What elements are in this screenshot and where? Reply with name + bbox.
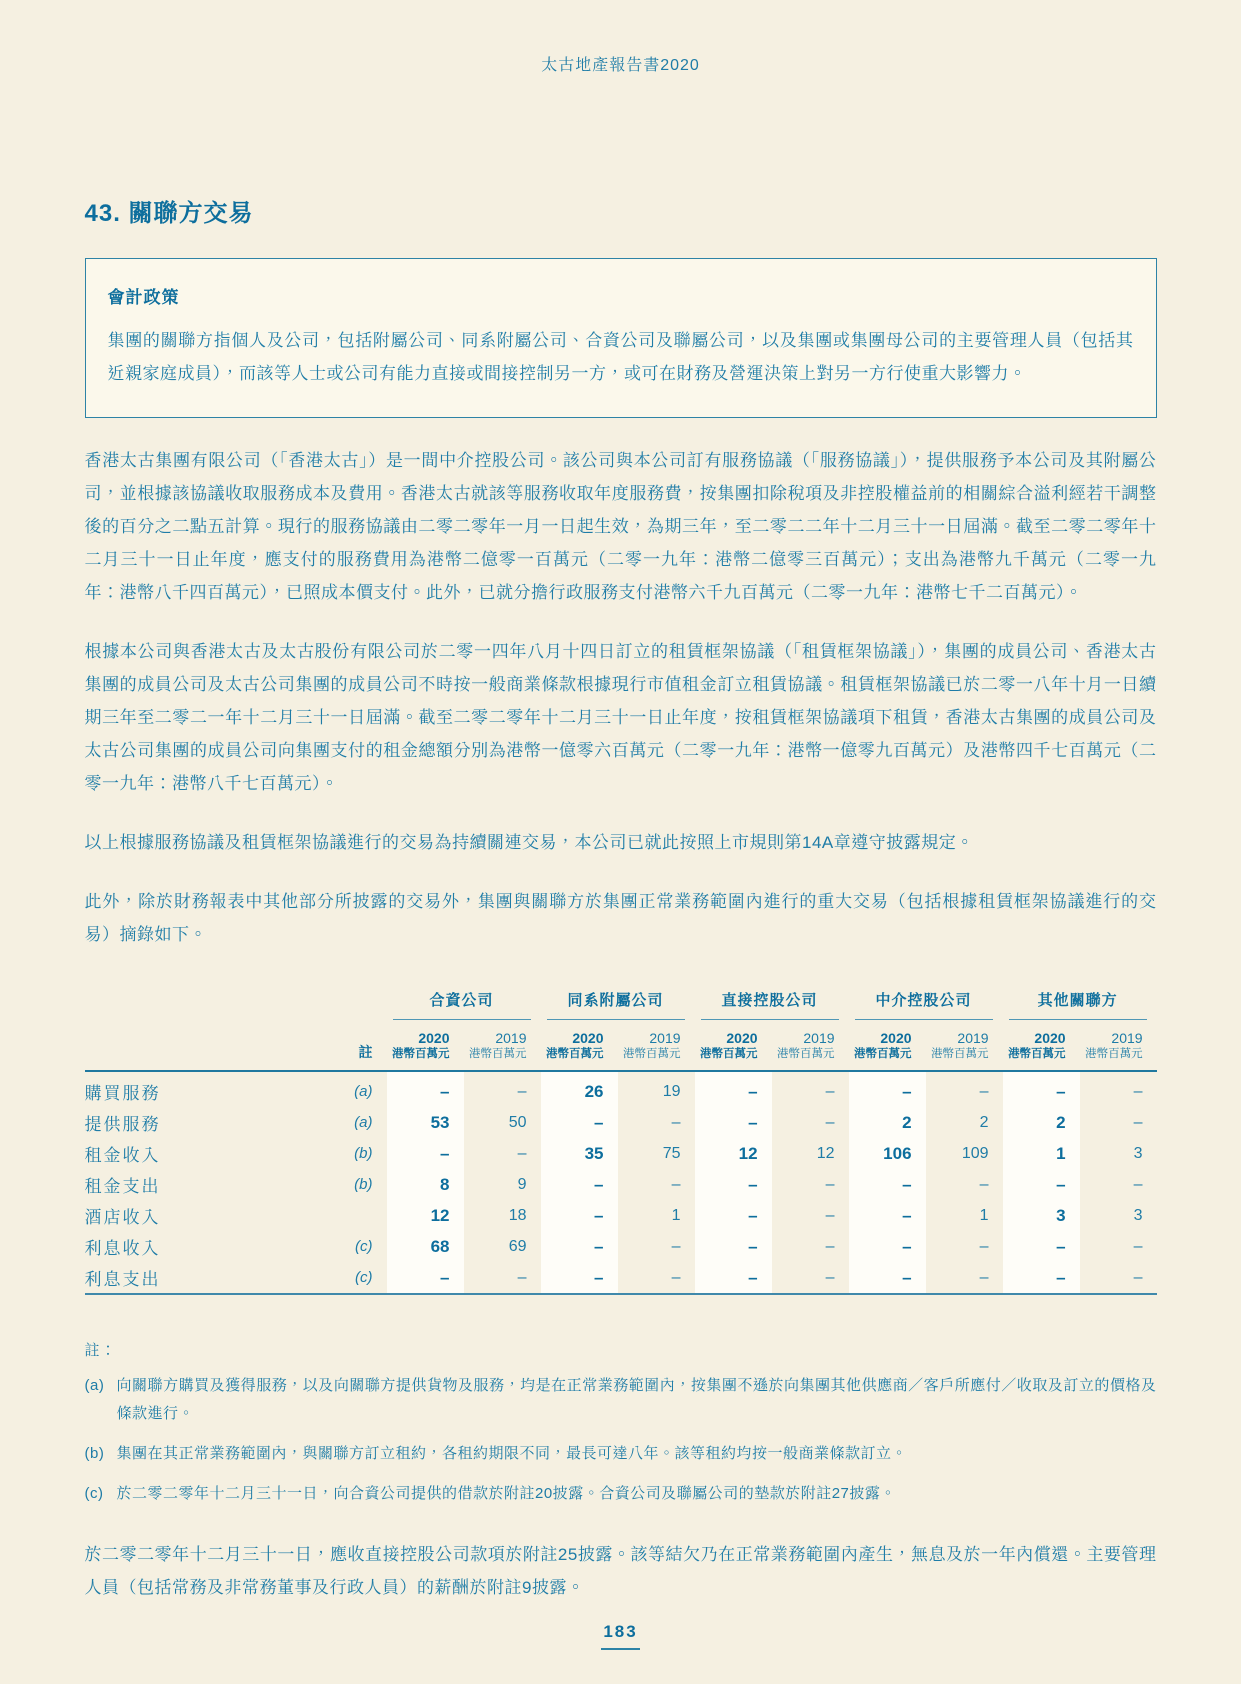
related-party-transactions-table — [85, 989, 1157, 1295]
year-header-spacer — [85, 1020, 337, 1071]
table-row — [85, 1231, 1157, 1262]
value-cell: – — [849, 1231, 926, 1262]
value-cell: – — [695, 1169, 772, 1200]
row-note — [337, 1200, 387, 1231]
value-cell: 69 — [508, 1237, 527, 1255]
group-header-cell — [849, 989, 1003, 1020]
row-label: 購買服務 — [84, 1084, 161, 1103]
value-cell: – — [849, 1169, 926, 1200]
note-text: 集團在其正常業務範圍內，與關聯方訂立租約，各租約期限不同，最長可達八年。該等租約均按一般商業條款訂立。 — [116, 1445, 908, 1462]
value-cell: – — [541, 1231, 618, 1262]
year-header-cell — [849, 1020, 926, 1071]
value-cell: – — [671, 1237, 681, 1255]
row-label: 租金收入 — [84, 1146, 161, 1165]
report-header: 太古地產報告書2020 — [541, 57, 700, 74]
unit-label: 港幣百萬元 — [546, 1048, 604, 1060]
value-cell: – — [387, 1262, 464, 1294]
group-header-cell — [695, 989, 849, 1020]
value-cell: 2 — [979, 1113, 989, 1131]
value-cell: 3 — [1133, 1144, 1143, 1162]
year-label: 2019 — [649, 1030, 681, 1046]
value-cell: – — [695, 1231, 772, 1262]
year-label: 2020 — [572, 1030, 604, 1046]
value-cell: – — [541, 1169, 618, 1200]
year-header-cell — [387, 1020, 464, 1071]
value-cell: – — [825, 1175, 835, 1193]
group-header-label: 其他關聯方 — [1009, 989, 1147, 1020]
note-marker: (a) — [84, 1377, 105, 1394]
row-note: (b) — [354, 1145, 373, 1162]
row-note: (b) — [354, 1176, 373, 1193]
value-cell: – — [1080, 1262, 1157, 1294]
value-cell: – — [926, 1262, 1003, 1294]
value-cell: – — [1003, 1071, 1080, 1107]
table-row — [85, 1138, 1157, 1169]
value-cell: – — [825, 1237, 835, 1255]
group-header-label: 合資公司 — [393, 989, 531, 1020]
year-header-cell — [772, 1020, 849, 1071]
value-cell: – — [517, 1144, 527, 1162]
value-cell: 35 — [541, 1138, 618, 1169]
note-text: 向關聯方購買及獲得服務，以及向關聯方提供貨物及服務，均是在正常業務範圍內，按集團不遜於向集團其他供應商／客戶所應付／收取及訂立的價格及條款進行。 — [116, 1377, 1157, 1422]
value-cell: – — [1133, 1175, 1143, 1193]
year-header-cell — [1080, 1020, 1157, 1071]
value-cell: 1 — [671, 1206, 681, 1224]
note-item — [85, 1480, 1157, 1508]
table-row — [85, 1169, 1157, 1200]
value-cell: – — [618, 1262, 695, 1294]
value-cell: – — [825, 1082, 835, 1100]
value-cell: 12 — [387, 1200, 464, 1231]
section-title: 43. 關聯方交易 — [84, 200, 254, 227]
transactions-table-body — [85, 1071, 1157, 1294]
note-marker: (b) — [84, 1445, 105, 1462]
value-cell: 9 — [517, 1175, 527, 1193]
value-cell: – — [1003, 1169, 1080, 1200]
value-cell: – — [1003, 1262, 1080, 1294]
value-cell: 50 — [508, 1113, 527, 1131]
table-row — [85, 1200, 1157, 1231]
value-cell: – — [1133, 1237, 1143, 1255]
year-header-cell — [541, 1020, 618, 1071]
notes-title: 註： — [84, 1342, 117, 1359]
value-cell: – — [1003, 1231, 1080, 1262]
note-text: 於二零二零年十二月三十一日，向合資公司提供的借款於附註20披露。合資公司及聯屬公司的墊款於附註27披露。 — [116, 1485, 896, 1502]
value-cell: – — [1133, 1082, 1143, 1100]
year-header-cell — [926, 1020, 1003, 1071]
value-cell: 19 — [662, 1082, 681, 1100]
value-cell: – — [979, 1175, 989, 1193]
group-header-cell — [541, 989, 695, 1020]
closing-paragraph: 於二零二零年十二月三十一日，應收直接控股公司款項於附註25披露。該等結欠乃在正常業務範圍內產生，無息及於一年內償還。主要管理人員（包括常務及非常務董事及行政人員）的薪酬於附註9披露。 — [84, 1545, 1157, 1597]
unit-label: 港幣百萬元 — [931, 1048, 989, 1060]
page-footer — [0, 1622, 1241, 1650]
page-number: 183 — [601, 1622, 639, 1650]
table-header — [85, 989, 1157, 1071]
value-cell: 12 — [695, 1138, 772, 1169]
value-cell: 109 — [961, 1144, 989, 1162]
unit-label: 港幣百萬元 — [623, 1048, 681, 1060]
year-label: 2019 — [803, 1030, 835, 1046]
row-note: (a) — [354, 1083, 373, 1100]
row-label: 利息收入 — [84, 1239, 161, 1258]
year-label: 2020 — [726, 1030, 758, 1046]
value-cell: – — [671, 1175, 681, 1193]
row-label: 利息支出 — [85, 1262, 337, 1294]
value-cell: – — [695, 1071, 772, 1107]
value-cell: – — [387, 1138, 464, 1169]
value-cell: 26 — [541, 1071, 618, 1107]
group-header-label: 直接控股公司 — [701, 989, 839, 1020]
value-cell: – — [695, 1107, 772, 1138]
row-note: (a) — [354, 1114, 373, 1131]
unit-label: 港幣百萬元 — [700, 1048, 758, 1060]
unit-label: 港幣百萬元 — [777, 1048, 835, 1060]
value-cell: 1 — [979, 1206, 989, 1224]
policy-box-title: 會計政策 — [107, 288, 180, 307]
note-item — [85, 1372, 1157, 1428]
note-marker: (c) — [84, 1485, 104, 1502]
note-item — [85, 1440, 1157, 1468]
value-cell: – — [695, 1262, 772, 1294]
value-cell: 1 — [1003, 1138, 1080, 1169]
unit-label: 港幣百萬元 — [1008, 1048, 1066, 1060]
value-cell: – — [464, 1262, 541, 1294]
year-label: 2019 — [495, 1030, 527, 1046]
year-header-cell — [695, 1020, 772, 1071]
value-cell: – — [979, 1082, 989, 1100]
paragraph-listing-rules: 以上根據服務協議及租賃框架協議進行的交易為持續關連交易，本公司已就此按照上市規則第14A章遵守披露規定。 — [84, 833, 974, 852]
value-cell: 3 — [1133, 1206, 1143, 1224]
policy-box-body: 集團的關聯方指個人及公司，包括附屬公司、同系附屬公司、合資公司及聯屬公司，以及集團或集團母公司的主要管理人員（包括其近親家庭成員），而該等人士或公司有能力直接或間接控制另一方，或可在財務及營運決策上對另一方行使重大影響力。 — [107, 331, 1134, 383]
unit-label: 港幣百萬元 — [1085, 1048, 1143, 1060]
year-label: 2020 — [880, 1030, 912, 1046]
value-cell: – — [825, 1113, 835, 1131]
paragraph-lease-framework: 根據本公司與香港太古及太古股份有限公司於二零一四年八月十四日訂立的租賃框架協議（「租賃框架協議」），集團的成員公司、香港太古集團的成員公司及太古公司集團的成員公司不時按一般商業條款根據現行市值租金訂立租賃協議。租賃框架協議已於二零一八年十月一日續期三年至二零二一年十二月三十一日屆滿。截至二零二零年十二月三十一日止年度，按租賃框架協議項下租賃，香港太古集團的成員公司及太古公司集團的成員公司向集團支付的租金總額分別為港幣一億零六百萬元（二零一九年：港幣一億零九百萬元）及港幣四千七百萬元（二零一九年：港幣八千七百萬元）。 — [84, 642, 1157, 793]
unit-label: 港幣百萬元 — [469, 1048, 527, 1060]
group-header-row — [85, 989, 1157, 1020]
value-cell: – — [825, 1206, 835, 1224]
row-note: (c) — [355, 1238, 373, 1255]
note-column-header: 註 — [337, 1020, 387, 1071]
year-header-cell — [464, 1020, 541, 1071]
value-cell: – — [387, 1071, 464, 1107]
row-label: 提供服務 — [84, 1115, 161, 1134]
year-label: 2019 — [1111, 1030, 1143, 1046]
value-cell: 8 — [387, 1169, 464, 1200]
value-cell: 2 — [849, 1107, 926, 1138]
year-header-cell — [1003, 1020, 1080, 1071]
value-cell: 68 — [387, 1231, 464, 1262]
value-cell: – — [541, 1107, 618, 1138]
group-header-label: 中介控股公司 — [855, 989, 993, 1020]
value-cell: – — [671, 1113, 681, 1131]
unit-label: 港幣百萬元 — [854, 1048, 912, 1060]
group-header-label: 同系附屬公司 — [547, 989, 685, 1020]
value-cell: – — [695, 1200, 772, 1231]
value-cell: – — [541, 1200, 618, 1231]
unit-label: 港幣百萬元 — [392, 1048, 450, 1060]
value-cell: – — [979, 1237, 989, 1255]
report-page-content — [85, 0, 1157, 1604]
value-cell: 12 — [816, 1144, 835, 1162]
value-cell: – — [772, 1262, 849, 1294]
table-row — [85, 1262, 1157, 1294]
notes-section — [85, 1339, 1157, 1508]
table-row — [85, 1107, 1157, 1138]
value-cell: 18 — [508, 1206, 527, 1224]
value-cell: – — [517, 1082, 527, 1100]
value-cell: 53 — [387, 1107, 464, 1138]
year-label: 2019 — [957, 1030, 989, 1046]
value-cell: – — [1133, 1113, 1143, 1131]
table-row — [85, 1071, 1157, 1107]
value-cell: – — [849, 1071, 926, 1107]
year-header-cell — [618, 1020, 695, 1071]
value-cell: 106 — [849, 1138, 926, 1169]
value-cell: – — [849, 1262, 926, 1294]
year-label: 2020 — [418, 1030, 450, 1046]
group-header-cell — [1003, 989, 1157, 1020]
value-cell: – — [849, 1200, 926, 1231]
value-cell: 3 — [1003, 1200, 1080, 1231]
row-label: 租金支出 — [84, 1177, 161, 1196]
group-header-cell — [387, 989, 541, 1020]
row-note: (c) — [337, 1262, 387, 1294]
paragraph-table-intro: 此外，除於財務報表中其他部分所披露的交易外，集團與關聯方於集團正常業務範圍內進行的重大交易（包括根據租賃框架協議進行的交易）摘錄如下。 — [84, 892, 1157, 944]
year-label: 2020 — [1034, 1030, 1066, 1046]
value-cell: 75 — [662, 1144, 681, 1162]
year-header-row — [85, 1020, 1157, 1071]
value-cell: – — [541, 1262, 618, 1294]
accounting-policy-box — [85, 258, 1157, 418]
value-cell: 2 — [1003, 1107, 1080, 1138]
paragraph-service-agreement: 香港太古集團有限公司（「香港太古」）是一間中介控股公司。該公司與本公司訂有服務協議（「服務協議」），提供服務予本公司及其附屬公司，並根據該協議收取服務成本及費用。香港太古就該等服務收取年度服務費，按集團扣除稅項及非控股權益前的相關綜合溢利經若干調整後的百分之二點五計算。現行的服務協議由二零二零年一月一日起生效，為期三年，至二零二二年十二月三十一日屆滿。截至二零二零年十二月三十一日止年度，應支付的服務費用為港幣二億零一百萬元（二零一九年：港幣二億零三百萬元）；支出為港幣九千萬元（二零一九年：港幣八千四百萬元），已照成本價支付。此外，已就分擔行政服務支付港幣六千九百萬元（二零一九年：港幣七千二百萬元）。 — [84, 451, 1157, 602]
group-header-spacer — [85, 989, 387, 1020]
row-label: 酒店收入 — [84, 1208, 161, 1227]
